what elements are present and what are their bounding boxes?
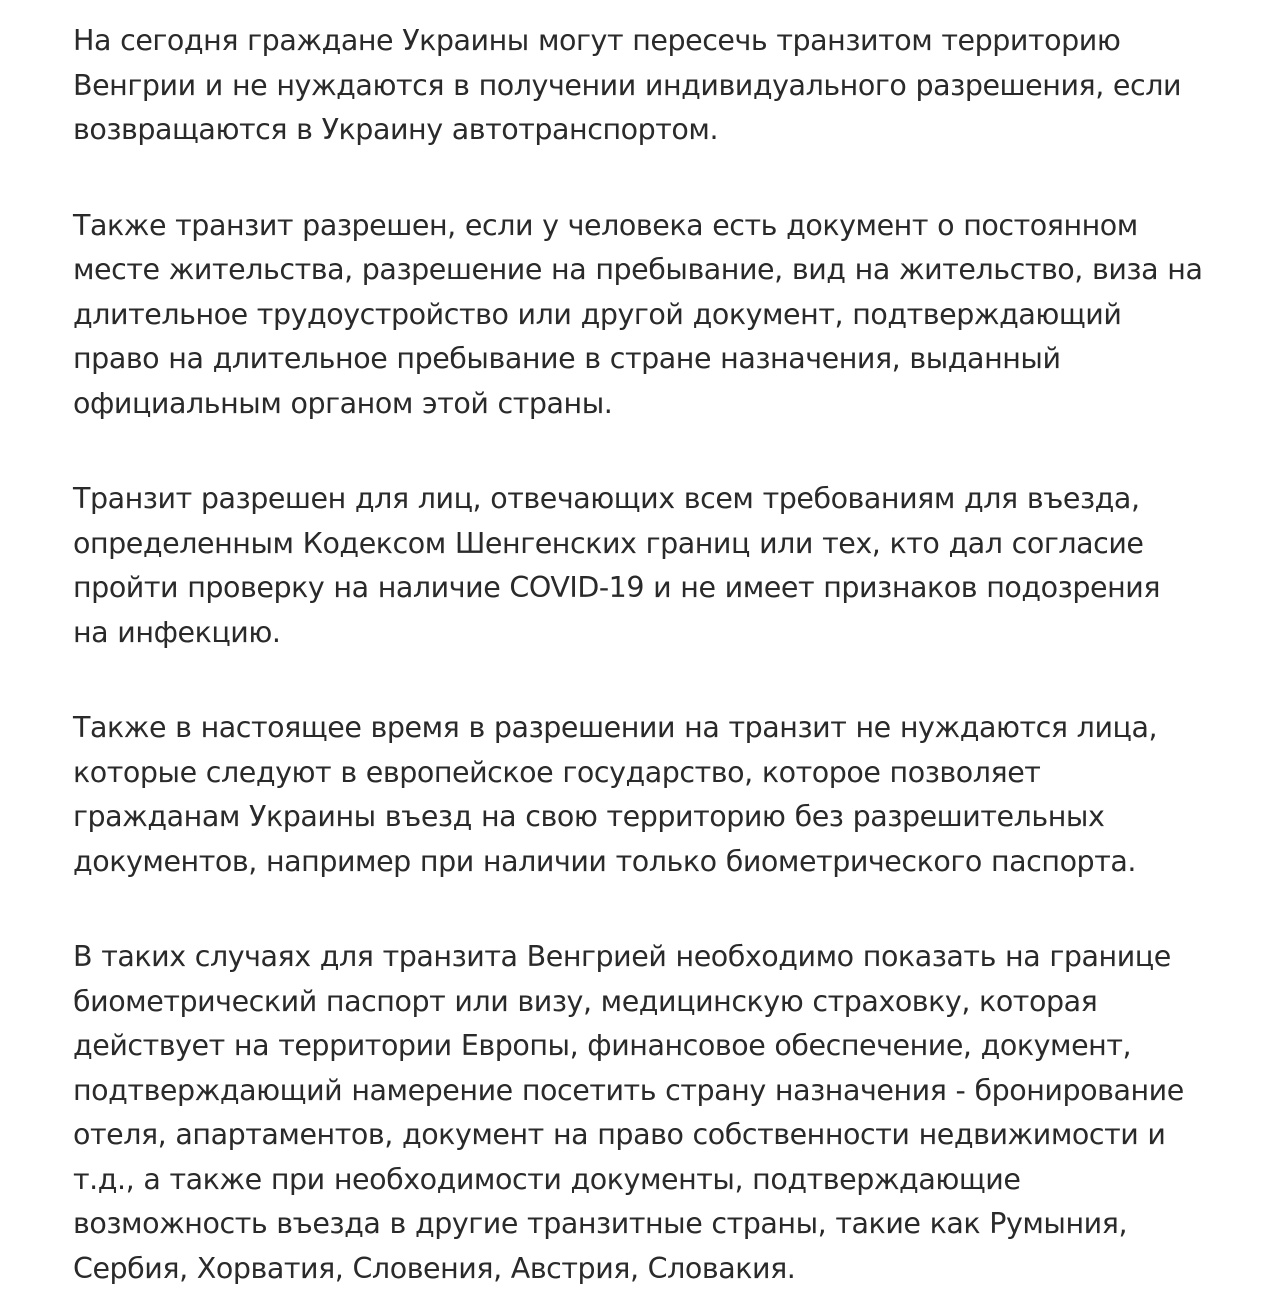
paragraph-schengen-requirements: Транзит разрешен для лиц, отвечающих всем требованиям для въезда, определенным Кодексом Шенгенских границ или тех, кто дал согласие пройти проверку на наличие COVID-19 и не имеет признаков подозрения на инфекцию.: [73, 482, 1161, 649]
article-body: [73, 19, 1203, 1291]
paragraph-transit-by-car: На сегодня граждане Украины могут пересечь транзитом территорию Венгрии и не нуждаются в получении индивидуального разрешения, если возвращаются в Украину автотранспортом.: [73, 24, 1182, 146]
paragraph-residence-documents: Также транзит разрешен, если у человека есть документ о постоянном месте жительства, разрешение на пребывание, вид на жительство, виза на длительное трудоустройство или другой документ, подтверждающий право на длительное пребывание в стране назначения, выданный официальным органом этой страны.: [73, 208, 1203, 420]
paragraph-visa-free-states: Также в настоящее время в разрешении на транзит не нуждаются лица, которые следуют в европейское государство, которое позволяет гражданам Украины въезд на свою территорию без разрешительных документов, например при наличии только биометрического паспорта.: [73, 711, 1158, 878]
paragraph-required-documents: В таких случаях для транзита Венгрией необходимо показать на границе биометрический паспорт или визу, медицинскую страховку, которая действует на территории Европы, финансовое обеспечение, документ, подтверждающий намерение посетить страну назначения - бронирование отеля, апартаментов, документ на право собственности недвижимости и т.д., а также при необходимости документы, подтверждающие возможность въезда в другие транзитные страны, такие как Румыния, Сербия, Хорватия, Словения, Австрия, Словакия.: [73, 940, 1184, 1285]
